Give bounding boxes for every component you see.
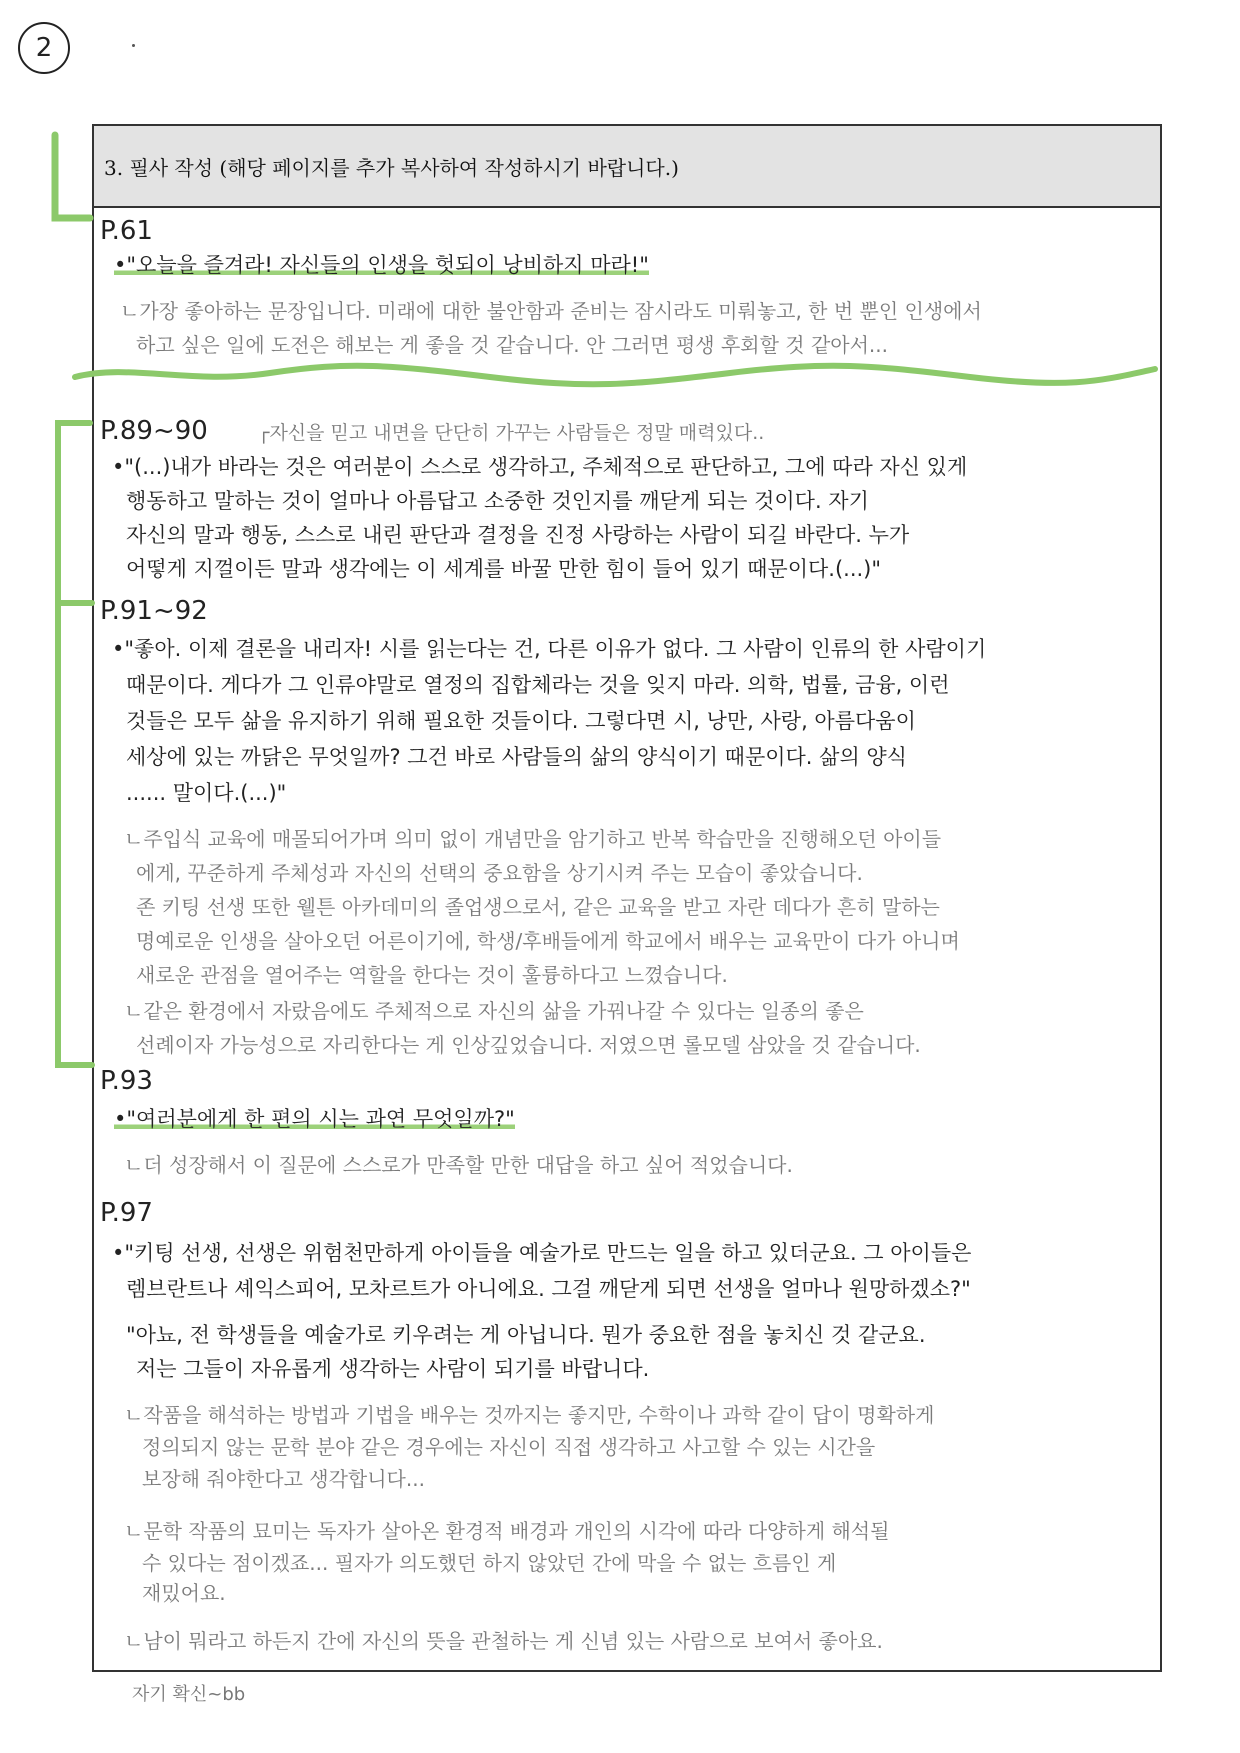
highlighted-quote: •"여러분에게 한 편의 시는 과연 무엇일까?" bbox=[114, 1107, 515, 1131]
section-note-line: 재밌어요. bbox=[142, 1581, 226, 1605]
form-title: 3. 필사 작성 (해당 페이지를 추가 복사하여 작성하시기 바랍니다.) bbox=[104, 155, 679, 180]
highlighted-quote: •"오늘을 즐겨라! 자신들의 인생을 헛되이 낭비하지 마라!" bbox=[114, 253, 649, 277]
page-number: 2 bbox=[35, 33, 53, 63]
section-note-line: 명예로운 인생을 살아오던 어른이기에, 학생/후배들에게 학교에서 배우는 교육만이 다가 아니며 bbox=[136, 929, 960, 953]
section-note-line: ㄴ문학 작품의 묘미는 독자가 살아온 환경적 배경과 개인의 시각에 따라 다양하게 해석될 bbox=[124, 1519, 890, 1543]
section-note-line: 정의되지 않는 문학 분야 같은 경우에는 자신이 직접 생각하고 사고할 수 있는 시간을 bbox=[142, 1435, 876, 1459]
section-note-line: 수 있다는 점이겠죠... 필자가 의도했던 하지 않았던 간에 막을 수 없는 흐름인 게 bbox=[142, 1551, 837, 1575]
section-bracket-middle bbox=[40, 415, 100, 1085]
footer-note: 자기 확신~bb bbox=[132, 1684, 246, 1705]
quote-line: 행동하고 말하는 것이 얼마나 아름답고 소중한 것인지를 깨닫게 되는 것이다. 자기 bbox=[126, 489, 869, 513]
section-divider-wave bbox=[70, 355, 1165, 395]
quote-line: 저는 그들이 자유롭게 생각하는 사람이 되기를 바랍니다. bbox=[136, 1357, 650, 1381]
section-aside-note: ┌자신을 믿고 내면을 단단히 가꾸는 사람들은 정말 매력있다.. bbox=[258, 422, 765, 444]
section-quote bbox=[114, 252, 649, 278]
quote-line: 렘브란트나 셰익스피어, 모차르트가 아니에요. 그걸 깨닫게 되면 선생을 얼마나 원망하겠소?" bbox=[126, 1277, 971, 1301]
section-note-line: 선례이자 가능성으로 자리한다는 게 인상깊었습니다. 저였으면 롤모델 삼았을 것 같습니다. bbox=[136, 1033, 921, 1057]
quote-line: 것들은 모두 삶을 유지하기 위해 필요한 것들이다. 그렇다면 시, 낭만, 사랑, 아름다움이 bbox=[126, 709, 916, 733]
stray-dot bbox=[132, 44, 135, 47]
quote-line: •"좋아. 이제 결론을 내리자! 시를 읽는다는 건, 다른 이유가 없다. 그 사람이 인류의 한 사람이기 bbox=[112, 637, 987, 661]
section-page-label: P.91~92 bbox=[100, 596, 208, 626]
section-page-label: P.97 bbox=[100, 1198, 153, 1228]
section-page-label: P.93 bbox=[100, 1066, 153, 1096]
quote-line: "아뇨, 전 학생들을 예술가로 키우려는 게 아닙니다. 뭔가 중요한 점을 놓치신 것 같군요. bbox=[126, 1323, 926, 1347]
section-note-line: ㄴ작품을 해석하는 방법과 기법을 배우는 것까지는 좋지만, 수학이나 과학 같이 답이 명확하게 bbox=[124, 1403, 935, 1427]
quote-line: 어떻게 지껄이든 말과 생각에는 이 세계를 바꿀 만한 힘이 들어 있기 때문이다.(...)" bbox=[126, 557, 882, 581]
quote-line: •"(...)내가 바라는 것은 여러분이 스스로 생각하고, 주체적으로 판단하고, 그에 따라 자신 있게 bbox=[112, 455, 968, 479]
quote-line: •"키팅 선생, 선생은 위험천만하게 아이들을 예술가로 만드는 일을 하고 있더군요. 그 아이들은 bbox=[112, 1241, 972, 1265]
quote-line: ...... 말이다.(...)" bbox=[126, 781, 287, 805]
section-note-line: ㄴ더 성장해서 이 질문에 스스로가 만족할 만한 대답을 하고 싶어 적었습니다. bbox=[124, 1153, 793, 1177]
section-note-line: 보장해 줘야한다고 생각합니다... bbox=[142, 1467, 425, 1491]
section-bracket-top bbox=[40, 130, 100, 230]
section-note-line: ㄴ같은 환경에서 자랐음에도 주체적으로 자신의 삶을 가꿔나갈 수 있다는 일종의 좋은 bbox=[124, 999, 864, 1023]
section-note-line: ㄴ가장 좋아하는 문장입니다. 미래에 대한 불안함과 준비는 잠시라도 미뤄놓고, 한 번 뿐인 인생에서 bbox=[120, 299, 982, 323]
section-page-label: P.89~90 bbox=[100, 416, 208, 446]
section-note-line: 새로운 관점을 열어주는 역할을 한다는 것이 훌륭하다고 느꼈습니다. bbox=[136, 963, 728, 987]
section-note-line: 존 키팅 선생 또한 웰튼 아카데미의 졸업생으로서, 같은 교육을 받고 자란 데다가 흔히 말하는 bbox=[136, 895, 940, 919]
section-note-line: 하고 싶은 일에 도전은 해보는 게 좋을 것 같습니다. 안 그러면 평생 후회할 것 같아서... bbox=[136, 333, 888, 357]
page-number-circle bbox=[18, 22, 70, 74]
section-note-line: ㄴ남이 뭐라고 하든지 간에 자신의 뜻을 관철하는 게 신념 있는 사람으로 보여서 좋아요. bbox=[124, 1629, 883, 1653]
section-note-line: 에게, 꾸준하게 주체성과 자신의 선택의 중요함을 상기시켜 주는 모습이 좋았습니다. bbox=[136, 861, 863, 885]
quote-line: 자신의 말과 행동, 스스로 내린 판단과 결정을 진정 사랑하는 사람이 되길 바란다. 누가 bbox=[126, 523, 910, 547]
quote-line: 때문이다. 게다가 그 인류야말로 열정의 집합체라는 것을 잊지 마라. 의학, 법률, 금융, 이런 bbox=[126, 673, 950, 697]
quote-line: 세상에 있는 까닭은 무엇일까? 그건 바로 사람들의 삶의 양식이기 때문이다. 삶의 양식 bbox=[126, 745, 907, 769]
form-header bbox=[94, 126, 1160, 208]
section-quote bbox=[114, 1106, 515, 1132]
section-page-label: P.61 bbox=[100, 216, 153, 246]
section-note-line: ㄴ주입식 교육에 매몰되어가며 의미 없이 개념만을 암기하고 반복 학습만을 진행해오던 아이들 bbox=[124, 827, 942, 851]
